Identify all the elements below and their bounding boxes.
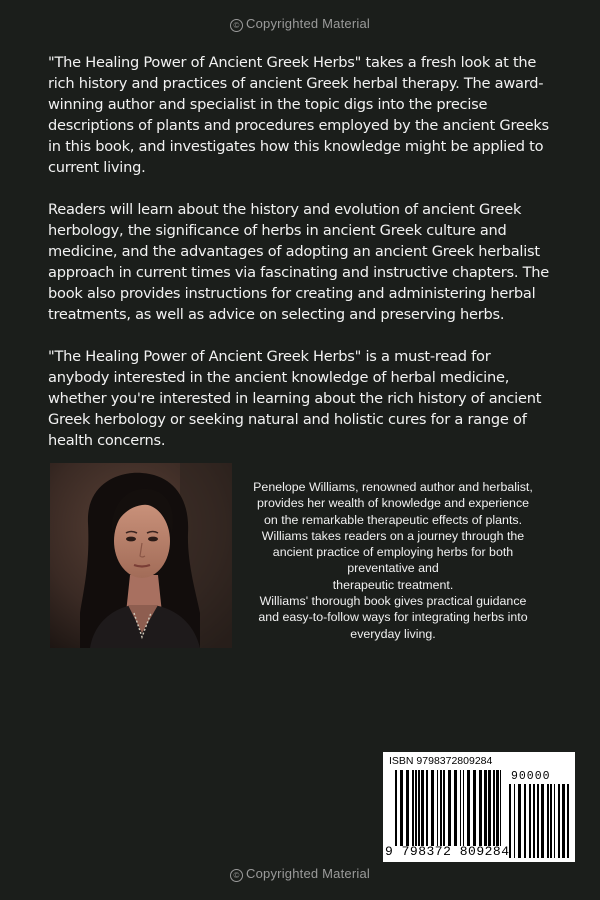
copyright-icon: © (230, 19, 243, 32)
barcode-bar (524, 784, 526, 858)
bio-line: and easy-to-follow ways for integrating herbs into (258, 610, 528, 625)
bio-line: Williams' thorough book gives practical guidance (259, 594, 527, 609)
barcode-bar (537, 784, 539, 858)
barcode-bar (529, 784, 531, 858)
description-paragraph-1: "The Healing Power of Ancient Greek Herbs" takes a fresh look at the rich history and practices of ancient Greek herbal therapy. The award-winning author and specialist in the topic digs into the precise descriptions of plants and procedures employed by the ancient Greeks in this book, and investigates how this knowledge might be applied to current living. (48, 54, 549, 176)
barcode-bar (415, 770, 417, 846)
barcode-bar (412, 770, 414, 846)
barcode-bar (406, 770, 409, 846)
barcode-bar (437, 770, 438, 846)
barcode-bar (454, 770, 457, 846)
book-description (48, 52, 556, 472)
bio-line: Williams takes readers on a journey through the (261, 528, 525, 543)
barcode-bar (443, 770, 445, 846)
barcode-bar (473, 770, 476, 846)
barcode-bar (448, 770, 451, 846)
barcode-bar (418, 770, 420, 846)
barcode-bar (479, 770, 482, 846)
barcode-bar (463, 770, 464, 846)
bio-line: on the remarkable therapeutic effects of plants. (263, 512, 523, 527)
author-bio (234, 479, 552, 642)
copyright-watermark-bottom (0, 866, 600, 882)
barcode-bar (395, 770, 397, 846)
barcode-bar (500, 770, 501, 846)
barcode-bar (514, 784, 515, 858)
isbn-label: ISBN 9798372809284 (389, 755, 493, 767)
barcode-bar (558, 784, 560, 858)
barcode-bar (496, 770, 499, 846)
barcode-bar (550, 784, 552, 858)
barcode-bar (467, 770, 470, 846)
barcode-bar (421, 770, 424, 846)
barcode-bar (493, 770, 495, 846)
barcode-main-digits: 9 798372 809284 (385, 844, 510, 859)
barcode-bar (440, 770, 442, 846)
description-paragraph-3: "The Healing Power of Ancient Greek Herbs" is a must-read for anybody interested in the ancient knowledge of herbal medicine, whether you're interested in learning about the rich history of ancient Greek herbology or seeking natural and holistic cures for a range of health concerns. (48, 348, 542, 449)
barcode-bar (484, 770, 487, 846)
bio-line: preventative and (347, 561, 439, 576)
barcode-bar (460, 770, 461, 846)
barcode-bar (431, 770, 434, 846)
barcode-bar (488, 770, 491, 846)
barcode-addon-digits: 90000 (511, 770, 551, 783)
watermark-text: Copyrighted Material (246, 866, 370, 881)
bio-line: everyday living. (350, 626, 436, 641)
barcode-bar (562, 784, 565, 858)
barcode-bar (400, 770, 403, 846)
copyright-icon: © (230, 869, 243, 882)
barcode-bar (567, 784, 569, 858)
bio-line: therapeutic treatment. (332, 577, 454, 592)
barcode-bar (518, 784, 521, 858)
author-photo (50, 463, 232, 648)
barcode-bar (533, 784, 535, 858)
description-paragraph-2: Readers will learn about the history and evolution of ancient Greek herbology, the significance of herbs in ancient Greek culture and medicine, and the advantages of adopting an ancient Greek herbalist approach in current times via fascinating and instructive chapters. The book also provides instructions for creating and administering herbal treatments, as well as advice on selecting and preserving herbs. (48, 201, 550, 323)
copyright-watermark-top (0, 16, 600, 32)
barcode-bar (554, 784, 555, 858)
isbn-barcode (383, 752, 575, 862)
author-portrait-illustration (50, 463, 232, 648)
bio-line: ancient practice of employing herbs for both (272, 545, 514, 560)
bio-line: provides her wealth of knowledge and experience (256, 496, 530, 511)
bio-line: Penelope Williams, renowned author and herbalist, (253, 480, 533, 494)
barcode-bar (426, 770, 428, 846)
barcode-bar (541, 784, 544, 858)
barcode-bar (547, 784, 549, 858)
watermark-text: Copyrighted Material (246, 16, 370, 31)
